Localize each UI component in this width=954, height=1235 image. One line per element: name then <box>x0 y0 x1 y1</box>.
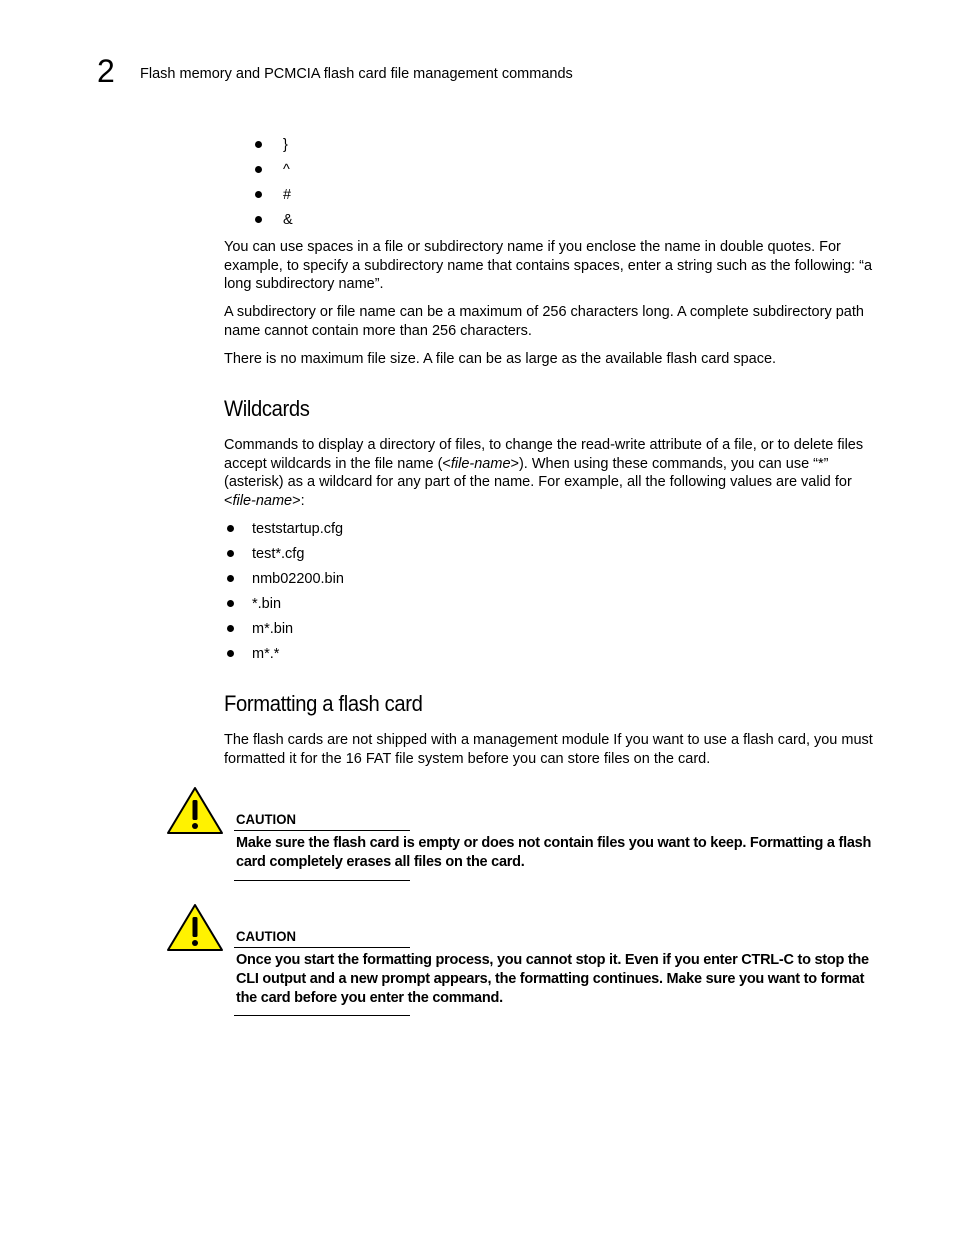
bullet-icon <box>227 550 234 557</box>
caution-text: Once you start the formatting process, you cannot stop it. Even if you enter CTRL-C to stop the CLI output and a new prompt appears, the formatting continues. Make sure you want to format the card before you enter the command. <box>236 952 869 1006</box>
wildcards-paragraph: Commands to display a directory of files, to change the read-write attribute of a file, or to delete files accept wildcards in the file name (<file-name>). When using these commands, you can use “*” (asterisk) as a wildcard for any part of the name. For example, all the following values are valid for <file-name>: <box>224 437 864 509</box>
bullet-icon <box>255 166 262 173</box>
intro-paragraph-1: You can use spaces in a file or subdirectory name if you enclose the name in double quotes. For example, to specify a subdirectory name that contains spaces, enter a string such as the following: “a long subdirectory name”. <box>224 239 873 292</box>
intro-paragraph-2: A subdirectory or file name can be a maximum of 256 characters long. A complete subdirectory path name cannot contain more than 256 characters. <box>224 304 864 339</box>
bullet-icon <box>255 141 262 148</box>
warning-triangle-icon <box>166 786 224 836</box>
caution-text: Make sure the flash card is empty or does not contain files you want to keep. Formatting a flash card completely erases all files on the card. <box>236 835 872 870</box>
bullet-icon <box>227 575 234 582</box>
bullet-icon <box>255 191 262 198</box>
caution-top-rule <box>234 947 410 948</box>
running-header-title: Flash memory and PCMCIA flash card file management commands <box>140 66 573 82</box>
chapter-number: 2 <box>97 53 115 89</box>
section-heading-wildcards: Wildcards <box>224 396 310 421</box>
bullet-icon <box>227 525 234 532</box>
caution-bottom-rule <box>234 1015 410 1016</box>
warning-triangle-icon <box>166 903 224 953</box>
bullet-icon <box>255 216 262 223</box>
section-heading-formatting: Formatting a flash card <box>224 691 423 716</box>
caution-label: CAUTION <box>236 811 296 827</box>
bullet-icon <box>227 600 234 607</box>
formatting-paragraph: The flash cards are not shipped with a management module If you want to use a flash card, you must formatted it for the 16 FAT file system before you can store files on the card. <box>224 732 873 767</box>
caution-top-rule <box>234 830 410 831</box>
bullet-icon <box>227 650 234 657</box>
intro-paragraph-3: There is no maximum file size. A file can be as large as the available flash card space. <box>224 351 777 367</box>
caution-bottom-rule <box>234 880 410 881</box>
caution-label: CAUTION <box>236 928 296 944</box>
bullet-icon <box>227 625 234 632</box>
